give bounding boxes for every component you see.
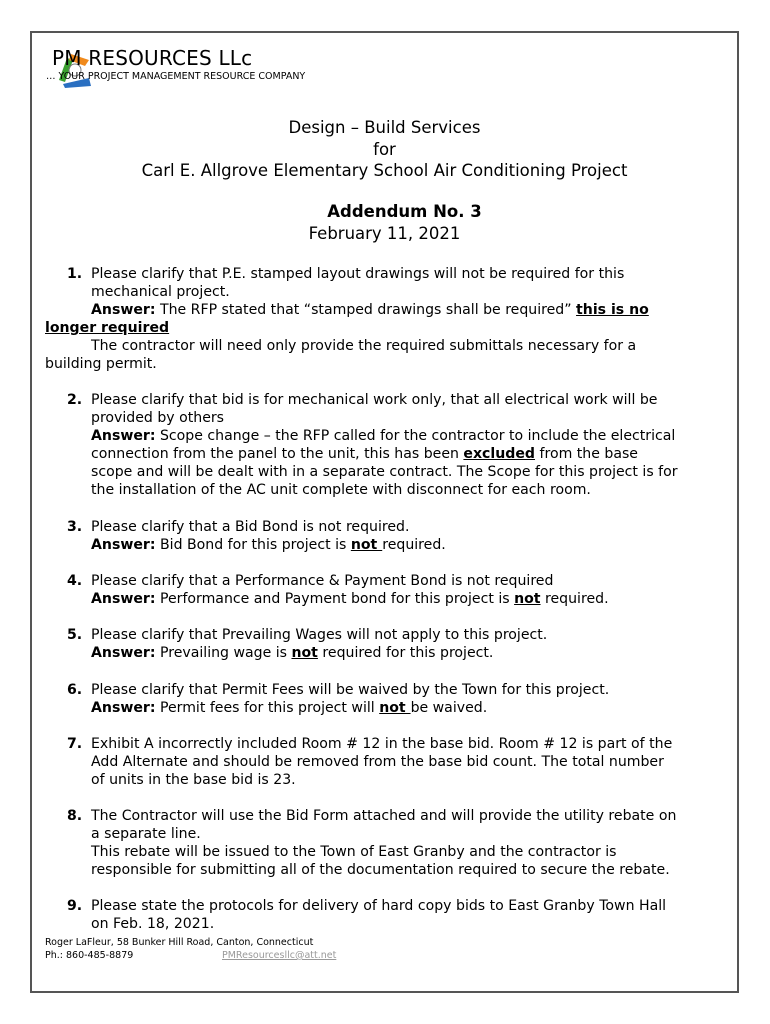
item-text: a separate line. bbox=[91, 826, 201, 842]
item-text: This rebate will be issued to the Town of East Granby and the contractor is bbox=[91, 844, 617, 860]
answer-text: required. bbox=[540, 591, 609, 607]
item-text: of units in the base bid is 23. bbox=[91, 772, 296, 788]
item-answer: the installation of the AC unit complete with disconnect for each room. bbox=[91, 482, 591, 498]
answer-text: required. bbox=[382, 537, 446, 553]
item-number: 8. bbox=[67, 808, 83, 824]
answer-emphasis: not bbox=[514, 591, 541, 607]
addendum-date: February 11, 2021 bbox=[308, 224, 461, 243]
company-name: PM RESOURCES LLc bbox=[52, 46, 253, 70]
item-answer bbox=[45, 319, 169, 337]
item-text: Exhibit A incorrectly included Room # 12 in the base bid. Room # 12 is part of the bbox=[91, 736, 673, 752]
item-number: 6. bbox=[67, 682, 83, 698]
title-line-2: for bbox=[373, 140, 396, 159]
answer-text: Prevailing wage is bbox=[155, 645, 292, 661]
item-number: 1. bbox=[67, 266, 83, 282]
footer-address: Roger LaFleur, 58 Bunker Hill Road, Canton, Connecticut bbox=[45, 937, 314, 948]
item-text: Please state the protocols for delivery of hard copy bids to East Granby Town Hall bbox=[91, 898, 667, 914]
item-question: Please clarify that bid is for mechanical work only, that all electrical work will be bbox=[91, 392, 658, 408]
answer-text: Scope change – the RFP called for the contractor to include the electrical bbox=[155, 428, 676, 444]
item-text: responsible for submitting all of the documentation required to secure the rebate. bbox=[91, 862, 670, 878]
item-number: 7. bbox=[67, 736, 83, 752]
item-answer bbox=[91, 699, 487, 717]
item-question: Please clarify that a Performance & Payment Bond is not required bbox=[91, 573, 554, 589]
item-answer bbox=[91, 445, 638, 463]
addendum-title: Addendum No. 3 bbox=[327, 202, 482, 221]
answer-text: be waived. bbox=[410, 700, 488, 716]
item-answer bbox=[91, 427, 675, 445]
item-answer: The contractor will need only provide the required submittals necessary for a bbox=[91, 338, 637, 354]
answer-emphasis: this is no bbox=[576, 302, 649, 318]
footer-email-link[interactable]: PMResourcesllc@att.net bbox=[222, 950, 337, 961]
answer-emphasis: not bbox=[350, 537, 383, 553]
title-line-1: Design – Build Services bbox=[288, 118, 481, 137]
item-answer bbox=[91, 301, 649, 319]
item-answer bbox=[91, 644, 493, 662]
answer-label: Answer: bbox=[91, 591, 156, 607]
answer-label: Answer: bbox=[91, 537, 156, 553]
answer-text: connection from the panel to the unit, this has been bbox=[91, 446, 464, 462]
item-question: Please clarify that P.E. stamped layout drawings will not be required for this bbox=[91, 266, 625, 282]
answer-label: Answer: bbox=[91, 645, 156, 661]
title-line-3: Carl E. Allgrove Elementary School Air Conditioning Project bbox=[141, 161, 628, 180]
item-number: 3. bbox=[67, 519, 83, 535]
item-number: 5. bbox=[67, 627, 83, 643]
item-text: The Contractor will use the Bid Form attached and will provide the utility rebate on bbox=[91, 808, 677, 824]
item-text: Add Alternate and should be removed from the base bid count. The total number bbox=[91, 754, 664, 770]
answer-emphasis: longer required bbox=[45, 320, 170, 336]
item-question: Please clarify that Prevailing Wages will not apply to this project. bbox=[91, 627, 548, 643]
answer-label: Answer: bbox=[91, 302, 156, 318]
answer-text: Performance and Payment bond for this project is bbox=[155, 591, 515, 607]
item-number: 2. bbox=[67, 392, 83, 408]
item-answer: scope and will be dealt with in a separate contract. The Scope for this project is for bbox=[91, 464, 678, 480]
item-question: mechanical project. bbox=[91, 284, 230, 300]
answer-text: Bid Bond for this project is bbox=[155, 537, 351, 553]
item-answer: building permit. bbox=[45, 356, 157, 372]
answer-emphasis: excluded bbox=[463, 446, 536, 462]
item-number: 9. bbox=[67, 898, 83, 914]
item-question: Please clarify that Permit Fees will be waived by the Town for this project. bbox=[91, 682, 610, 698]
answer-label: Answer: bbox=[91, 428, 156, 444]
item-question: provided by others bbox=[91, 410, 225, 426]
answer-text: Permit fees for this project will bbox=[155, 700, 380, 716]
item-answer bbox=[91, 536, 446, 554]
answer-label: Answer: bbox=[91, 700, 156, 716]
answer-text: required for this project. bbox=[317, 645, 494, 661]
company-tagline: … YOUR PROJECT MANAGEMENT RESOURCE COMPANY bbox=[46, 71, 306, 82]
item-answer bbox=[91, 590, 609, 608]
item-number: 4. bbox=[67, 573, 83, 589]
item-question: Please clarify that a Bid Bond is not required. bbox=[91, 519, 410, 535]
footer-phone: Ph.: 860-485-8879 bbox=[45, 950, 134, 961]
answer-text: from the base bbox=[535, 446, 638, 462]
item-text: on Feb. 18, 2021. bbox=[91, 916, 215, 932]
answer-text: The RFP stated that “stamped drawings shall be required” bbox=[155, 302, 577, 318]
answer-emphasis: not bbox=[379, 700, 411, 716]
answer-emphasis: not bbox=[291, 645, 318, 661]
